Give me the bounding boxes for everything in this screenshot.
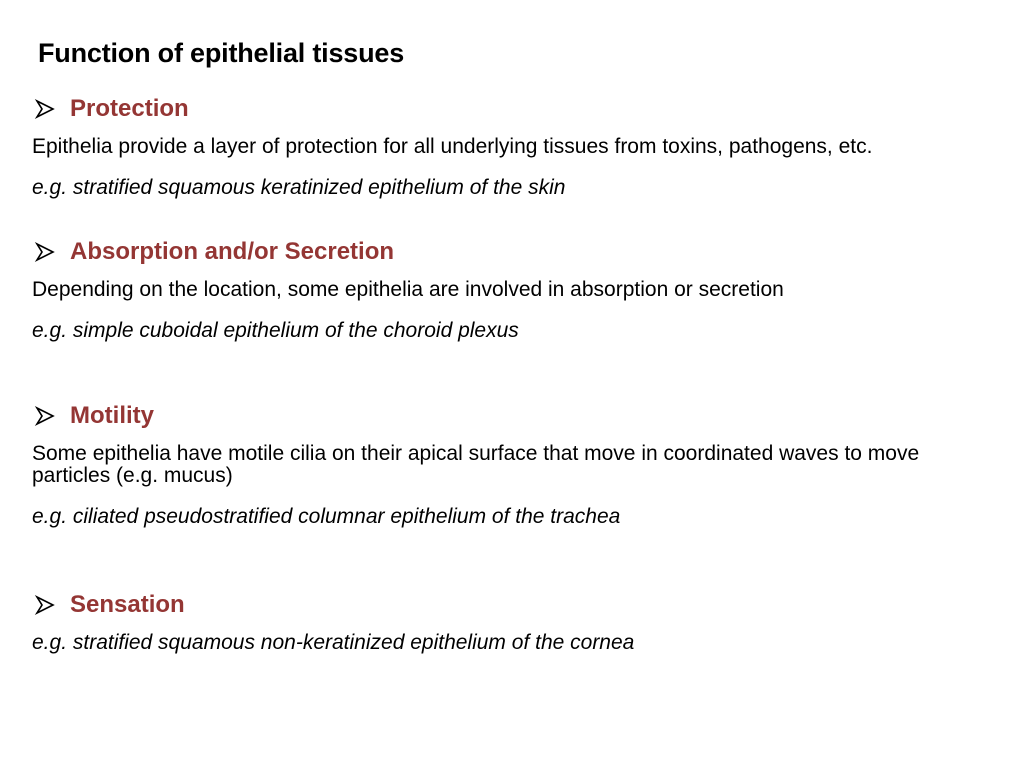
section-sensation xyxy=(32,590,992,654)
description-protection: Epithelia provide a layer of protection for all underlying tissues from toxins, pathogens, etc. xyxy=(32,135,873,158)
section-heading xyxy=(32,94,992,124)
arrow-bullet-icon xyxy=(34,241,56,263)
arrow-bullet-icon xyxy=(34,98,56,120)
heading-sensation: Sensation xyxy=(70,591,185,618)
example-motility: e.g. ciliated pseudostratified columnar epithelium of the trachea xyxy=(32,505,621,528)
section-heading xyxy=(32,237,992,267)
heading-motility: Motility xyxy=(70,402,154,429)
example-protection: e.g. stratified squamous keratinized epithelium of the skin xyxy=(32,176,566,199)
section-absorption-secretion xyxy=(32,237,992,342)
heading-protection: Protection xyxy=(70,95,189,122)
example-sensation: e.g. stratified squamous non-keratinized epithelium of the cornea xyxy=(32,631,635,654)
section-protection xyxy=(32,94,992,199)
heading-absorption-secretion: Absorption and/or Secretion xyxy=(70,238,395,265)
arrow-bullet-icon xyxy=(34,594,56,616)
section-motility xyxy=(32,401,992,528)
section-heading xyxy=(32,401,992,431)
description-absorption-secretion: Depending on the location, some epithelia are involved in absorption or secretion xyxy=(32,278,784,301)
section-heading xyxy=(32,590,992,620)
example-absorption-secretion: e.g. simple cuboidal epithelium of the choroid plexus xyxy=(32,319,519,342)
arrow-bullet-icon xyxy=(34,405,56,427)
slide-title: Function of epithelial tissues xyxy=(38,38,405,68)
description-motility: Some epithelia have motile cilia on their apical surface that move in coordinated waves to move particles (e.g. mucus) xyxy=(32,442,920,487)
